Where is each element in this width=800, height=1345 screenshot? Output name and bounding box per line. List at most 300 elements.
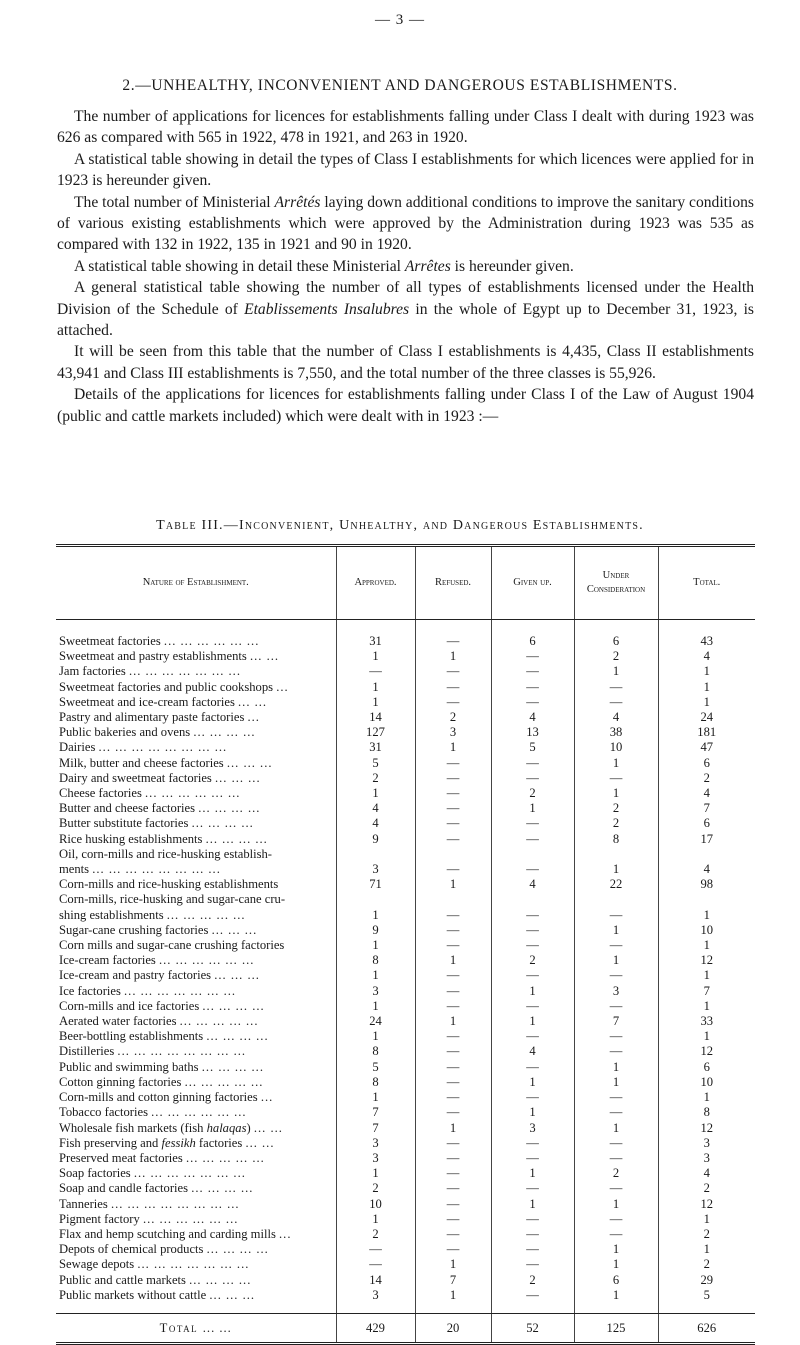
row-refused: — [415, 999, 491, 1014]
row-total: 1 [658, 968, 755, 983]
row-approved: 1 [336, 1029, 415, 1044]
row-approved: 8 [336, 1075, 415, 1090]
row-total: 17 [658, 832, 755, 847]
row-name-text: Sweetmeat and ice-cream factories [59, 694, 235, 709]
row-establishment-name [56, 649, 336, 664]
row-establishment-name [56, 1288, 336, 1314]
row-establishment-name [56, 1227, 336, 1242]
row-given-up: 13 [491, 725, 574, 740]
row-establishment-name [56, 1060, 336, 1075]
paragraph-4-text-b: is hereunder given. [450, 257, 574, 275]
row-given-up: — [491, 1257, 574, 1272]
row-name-text: Corn mills and sugar-cane crushing factories [59, 938, 285, 953]
table-row [56, 771, 755, 786]
row-leader-dots: ... ... ... ... ... ... ... ... [92, 862, 221, 877]
row-leader-dots: ... ... ... ... [189, 1272, 252, 1287]
row-name-italic: halaqas [206, 1120, 247, 1135]
row-total: 1 [658, 664, 755, 679]
table-row [56, 1288, 755, 1314]
row-given-up: 2 [491, 953, 574, 968]
row-leader-dots: ... ... ... ... ... ... [158, 953, 255, 968]
row-under-consideration: — [574, 1136, 658, 1151]
row-refused: — [415, 1242, 491, 1257]
totals-row [56, 1313, 755, 1343]
row-under-consideration: 1 [574, 1242, 658, 1257]
row-establishment-name [56, 923, 336, 938]
row-under-consideration: — [574, 999, 658, 1014]
row-leader-dots: ... ... [245, 1135, 275, 1150]
row-given-up: — [491, 938, 574, 953]
row-refused: — [415, 680, 491, 695]
row-approved: 9 [336, 832, 415, 847]
row-given-up: — [491, 771, 574, 786]
paragraph-7: Details of the applications for licences for establishments falling under Class I of the Law of August 1904 (public and cattle markets included) which were dealt with in 1923 :— [57, 386, 754, 425]
row-total: 6 [658, 816, 755, 831]
row-approved: — [336, 1242, 415, 1257]
row-total: 1 [658, 938, 755, 953]
row-given-up [491, 847, 574, 862]
row-establishment-name [56, 938, 336, 953]
row-name-text: Aerated water factories [59, 1014, 177, 1029]
row-refused: — [415, 984, 491, 999]
row-establishment-name [56, 1166, 336, 1181]
row-establishment-name [56, 1121, 336, 1136]
row-total: 12 [658, 1197, 755, 1212]
row-refused: — [415, 1181, 491, 1196]
row-approved: 71 [336, 877, 415, 892]
row-name-text: Corn-mills and cotton ginning factories [59, 1090, 258, 1105]
row-approved: 3 [336, 862, 415, 877]
row-leader-dots: ... ... ... [226, 755, 273, 770]
row-approved: — [336, 1257, 415, 1272]
table-row [56, 1105, 755, 1120]
row-under-consideration: 1 [574, 1257, 658, 1272]
row-leader-dots: ... [247, 710, 260, 725]
table-row [56, 847, 755, 862]
row-refused: — [415, 862, 491, 877]
row-leader-dots: ... ... ... ... ... ... ... [128, 664, 241, 679]
row-given-up: 1 [491, 1166, 574, 1181]
row-leader-dots: ... ... ... ... [206, 1029, 269, 1044]
row-name-text: Dairy and sweetmeat factories [59, 770, 212, 785]
row-approved: 1 [336, 938, 415, 953]
row-leader-dots: ... ... ... ... [202, 998, 265, 1013]
row-under-consideration: — [574, 1029, 658, 1044]
row-given-up: 4 [491, 710, 574, 725]
table-row [56, 1151, 755, 1166]
row-refused: — [415, 1075, 491, 1090]
table-title-prefix: Table III.— [156, 518, 239, 533]
row-under-consideration: 1 [574, 953, 658, 968]
row-refused: — [415, 1136, 491, 1151]
row-approved: 1 [336, 695, 415, 710]
row-establishment-name [56, 953, 336, 968]
table-row [56, 1136, 755, 1151]
row-total: 6 [658, 756, 755, 771]
paragraph-3-text-a: The total number of Ministerial [74, 193, 275, 211]
row-approved: 1 [336, 786, 415, 801]
row-establishment-name [56, 1014, 336, 1029]
row-approved: 5 [336, 1060, 415, 1075]
row-establishment-name [56, 664, 336, 679]
row-total: 10 [658, 923, 755, 938]
row-name-text: Tobacco factories [59, 1105, 148, 1120]
row-establishment-name [56, 1090, 336, 1105]
row-refused: — [415, 771, 491, 786]
row-total: 1 [658, 680, 755, 695]
row-refused: 1 [415, 1257, 491, 1272]
row-total: 4 [658, 862, 755, 877]
row-under-consideration: 2 [574, 1166, 658, 1181]
row-approved: 2 [336, 1227, 415, 1242]
paragraph-3 [57, 192, 754, 256]
row-refused: 2 [415, 710, 491, 725]
row-name-text: Corn-mills and ice factories [59, 998, 200, 1013]
paragraph-5 [57, 277, 754, 341]
row-under-consideration: 10 [574, 740, 658, 755]
row-leader-dots: ... ... ... [209, 1287, 256, 1302]
table-row [56, 892, 755, 907]
row-leader-dots: ... ... [238, 694, 268, 709]
row-under-consideration: 1 [574, 664, 658, 679]
paragraph-5-text-b: in the whole of Egypt up to December 31, 1923, is attached. [57, 300, 754, 340]
row-under-consideration [574, 892, 658, 907]
row-under-consideration: — [574, 1151, 658, 1166]
row-total: 12 [658, 953, 755, 968]
row-leader-dots: ... ... ... ... ... ... [142, 1211, 239, 1226]
row-refused: — [415, 908, 491, 923]
paragraph-5-text-a: A general statistical table showing the number of all types of establishments licensed under the Health Division of the Schedule of [57, 279, 754, 318]
row-approved: 3 [336, 984, 415, 999]
row-total: 98 [658, 877, 755, 892]
row-leader-dots: ... ... ... ... ... [185, 1150, 265, 1165]
row-approved: 2 [336, 771, 415, 786]
row-establishment-name [56, 877, 336, 892]
row-given-up: — [491, 832, 574, 847]
row-under-consideration: 2 [574, 649, 658, 664]
table-row [56, 649, 755, 664]
row-total: 24 [658, 710, 755, 725]
row-approved [336, 892, 415, 907]
table-row [56, 1166, 755, 1181]
row-name-text: Jam factories [59, 664, 126, 679]
row-name-text: Tanneries [59, 1196, 108, 1211]
row-under-consideration: 1 [574, 1060, 658, 1075]
row-refused: — [415, 968, 491, 983]
row-establishment-name [56, 786, 336, 801]
totals-total: 626 [658, 1313, 755, 1343]
row-under-consideration: — [574, 771, 658, 786]
row-leader-dots: ... ... ... ... ... ... ... ... [117, 1044, 247, 1059]
row-given-up: — [491, 1060, 574, 1075]
row-total: 8 [658, 1105, 755, 1120]
paragraph-4 [57, 256, 754, 277]
row-name-text: Soap factories [59, 1166, 131, 1181]
row-total: 2 [658, 1181, 755, 1196]
row-total: 7 [658, 801, 755, 816]
row-approved: 127 [336, 725, 415, 740]
row-under-consideration: 2 [574, 801, 658, 816]
row-given-up [491, 892, 574, 907]
row-name-text: Sweetmeat factories [59, 634, 161, 648]
row-establishment-name [56, 1273, 336, 1288]
row-leader-dots: ... [276, 679, 289, 694]
row-leader-dots: ... ... ... [214, 770, 261, 785]
row-total: 12 [658, 1121, 755, 1136]
table-row [56, 756, 755, 771]
table-title-rest: Inconvenient, Unhealthy, and Dangerous Establishments. [238, 518, 644, 533]
row-given-up: 5 [491, 740, 574, 755]
row-name-text: Sweetmeat and pastry establishments [59, 649, 247, 664]
row-establishment-name [56, 847, 336, 862]
row-refused: — [415, 1044, 491, 1059]
row-leader-dots: ... ... ... ... ... ... ... ... [110, 1196, 240, 1211]
row-under-consideration: 1 [574, 1197, 658, 1212]
row-total: 5 [658, 1288, 755, 1314]
col-header-total: Total. [658, 546, 755, 620]
row-given-up: — [491, 1029, 574, 1044]
row-establishment-name [56, 740, 336, 755]
table-row [56, 968, 755, 983]
row-name-text: Public markets without cattle [59, 1287, 207, 1302]
row-approved: 8 [336, 1044, 415, 1059]
table-row [56, 1075, 755, 1090]
row-name-text: Dairies [59, 740, 96, 755]
totals-label: Total [159, 1320, 199, 1335]
row-refused: — [415, 1212, 491, 1227]
row-leader-dots: ... ... ... ... [191, 816, 254, 831]
table-row [56, 680, 755, 695]
row-name-text: Pastry and alimentary paste factories [59, 710, 245, 725]
row-under-consideration: 1 [574, 1075, 658, 1090]
row-approved: 1 [336, 1166, 415, 1181]
table-row [56, 1227, 755, 1242]
table-row [56, 695, 755, 710]
row-given-up: — [491, 968, 574, 983]
row-leader-dots: ... [279, 1226, 292, 1241]
table-row [56, 801, 755, 816]
table-row [56, 1197, 755, 1212]
row-total: 1 [658, 1212, 755, 1227]
paragraph-3-text-b: laying down additional conditions to improve the sanitary conditions of various existing establishments which were approved by the Administration during 1923 was 535 as compared with 132 in 1922, 135 in 1921 and 90 in 1920. [57, 193, 754, 254]
row-given-up: — [491, 1136, 574, 1151]
row-establishment-name [56, 999, 336, 1014]
row-refused: 1 [415, 1014, 491, 1029]
row-name-text: Sugar-cane crushing factories [59, 922, 209, 937]
paragraph-4-italic: Arrêtes [404, 257, 451, 275]
row-establishment-name [56, 680, 336, 695]
row-given-up: — [491, 756, 574, 771]
row-name-text: Cheese factories [59, 786, 142, 801]
paragraph-1: The number of applications for licences for establishments falling under Class I dealt with during 1923 was 626 as compared with 565 in 1922, 478 in 1921, and 263 in 1920. [57, 108, 754, 147]
row-name-text: Pigment factory [59, 1211, 140, 1226]
row-given-up: — [491, 1242, 574, 1257]
row-refused: — [415, 1105, 491, 1120]
row-refused [415, 892, 491, 907]
row-refused: 1 [415, 877, 491, 892]
row-under-consideration: — [574, 1090, 658, 1105]
row-given-up: 3 [491, 1121, 574, 1136]
table-row [56, 908, 755, 923]
row-under-consideration: — [574, 695, 658, 710]
row-given-up: 6 [491, 620, 574, 650]
row-establishment-name [56, 620, 336, 650]
body-text [57, 106, 754, 427]
row-name-text: Rice husking establishments [59, 831, 203, 846]
row-total: 1 [658, 1242, 755, 1257]
row-given-up: — [491, 695, 574, 710]
row-establishment-name [56, 695, 336, 710]
row-under-consideration: 1 [574, 756, 658, 771]
row-given-up: 2 [491, 786, 574, 801]
table-row [56, 664, 755, 679]
col-header-refused: Refused. [415, 546, 491, 620]
row-name-text: Corn-mills, rice-husking and sugar-cane cru- [59, 892, 286, 907]
table-row [56, 1181, 755, 1196]
row-under-consideration: — [574, 968, 658, 983]
row-refused: — [415, 1029, 491, 1044]
table-title [0, 518, 800, 534]
row-given-up: — [491, 999, 574, 1014]
row-approved: 14 [336, 710, 415, 725]
row-leader-dots: ... ... ... ... ... [166, 907, 246, 922]
table-row [56, 786, 755, 801]
paragraph-4-text-a: A statistical table showing in detail these Ministerial [74, 257, 405, 275]
row-under-consideration: 3 [574, 984, 658, 999]
col-header-under-consideration: Under Consideration [574, 546, 658, 620]
row-establishment-name [56, 908, 336, 923]
row-under-consideration: 1 [574, 862, 658, 877]
row-under-consideration: 6 [574, 620, 658, 650]
row-refused: — [415, 832, 491, 847]
paragraph-2: A statistical table showing in detail the types of Class I establishments for which licences were applied for in 1923 is hereunder given. [57, 150, 754, 190]
row-establishment-name [56, 892, 336, 907]
row-refused: 1 [415, 1288, 491, 1314]
row-name-text: Public bakeries and ovens [59, 725, 191, 740]
row-approved: 14 [336, 1273, 415, 1288]
row-total: 1 [658, 999, 755, 1014]
row-refused: — [415, 923, 491, 938]
row-given-up: — [491, 908, 574, 923]
row-name-text: Sewage depots [59, 1257, 135, 1272]
row-under-consideration: 1 [574, 923, 658, 938]
row-given-up: — [491, 680, 574, 695]
row-total: 2 [658, 771, 755, 786]
row-under-consideration: 7 [574, 1014, 658, 1029]
row-approved: 7 [336, 1121, 415, 1136]
row-leader-dots: ... ... [253, 1120, 283, 1135]
row-name-after: factories [195, 1135, 243, 1150]
row-refused: 3 [415, 725, 491, 740]
row-name-text: Cotton ginning factories [59, 1074, 182, 1089]
row-name-text: Corn-mills and rice-husking establishments [59, 877, 279, 892]
table-row [56, 740, 755, 755]
row-leader-dots: ... ... ... ... [193, 725, 256, 740]
col-header-approved: Approved. [336, 546, 415, 620]
row-approved: 1 [336, 1090, 415, 1105]
row-approved: 24 [336, 1014, 415, 1029]
table-row [56, 1257, 755, 1272]
row-name-text: Oil, corn-mills and rice-husking establish- [59, 846, 272, 861]
row-establishment-name [56, 710, 336, 725]
row-name-text: Ice-cream and pastry factories [59, 968, 212, 983]
row-refused: — [415, 786, 491, 801]
row-total: 2 [658, 1257, 755, 1272]
totals-given-up: 52 [491, 1313, 574, 1343]
row-given-up: — [491, 1181, 574, 1196]
row-total: 3 [658, 1151, 755, 1166]
row-refused: — [415, 1227, 491, 1242]
row-approved: 2 [336, 1181, 415, 1196]
row-name-after: ) [246, 1120, 251, 1135]
row-refused: — [415, 664, 491, 679]
row-name-text: Butter substitute factories [59, 816, 189, 831]
table-row [56, 938, 755, 953]
row-given-up: 1 [491, 1014, 574, 1029]
paragraph-5-italic: Etablissements Insalubres [244, 300, 410, 318]
row-given-up: 1 [491, 1075, 574, 1090]
row-approved: 8 [336, 953, 415, 968]
row-name-text: Butter and cheese factories [59, 801, 196, 816]
table-row [56, 862, 755, 877]
totals-refused: 20 [415, 1313, 491, 1343]
row-approved: 1 [336, 999, 415, 1014]
row-total: 6 [658, 1060, 755, 1075]
row-refused: — [415, 1090, 491, 1105]
row-given-up: — [491, 862, 574, 877]
paragraph-6: It will be seen from this table that the number of Class I establishments is 4,435, Class II establishments 43,941 and Class III establishments is 7,550, and the total number of the three classes is 55,926. [57, 343, 754, 382]
row-under-consideration: — [574, 1181, 658, 1196]
row-name-text: Sweetmeat factories and public cookshops [59, 679, 274, 694]
row-refused: — [415, 756, 491, 771]
row-given-up: 1 [491, 984, 574, 999]
table-body [56, 620, 755, 1344]
row-total: 29 [658, 1273, 755, 1288]
table-row [56, 1044, 755, 1059]
row-total: 1 [658, 1090, 755, 1105]
table-row [56, 1212, 755, 1227]
row-total: 4 [658, 649, 755, 664]
row-under-consideration: — [574, 1105, 658, 1120]
paragraph-3-italic: Arrêtés [274, 193, 321, 211]
row-approved: 31 [336, 620, 415, 650]
row-total: 7 [658, 984, 755, 999]
row-name-text: Depots of chemical products [59, 1242, 204, 1257]
table-row [56, 923, 755, 938]
row-approved: 3 [336, 1288, 415, 1314]
row-establishment-name [56, 1151, 336, 1166]
row-refused: 1 [415, 953, 491, 968]
row-under-consideration: 1 [574, 1288, 658, 1314]
row-refused: — [415, 938, 491, 953]
row-leader-dots: ... ... ... ... [198, 801, 261, 816]
row-establishment-name [56, 1044, 336, 1059]
row-name-text: Flax and hemp scutching and carding mills [59, 1226, 276, 1241]
row-leader-dots: ... ... ... ... ... [184, 1074, 264, 1089]
row-given-up: 4 [491, 1044, 574, 1059]
row-refused: 1 [415, 740, 491, 755]
row-approved: 7 [336, 1105, 415, 1120]
row-leader-dots: ... ... ... ... ... ... ... [137, 1257, 250, 1272]
totals-leader-dots: ... ... [202, 1320, 232, 1335]
row-leader-dots: ... ... ... [211, 922, 258, 937]
table-row [56, 1242, 755, 1257]
table-header-row [56, 546, 755, 620]
row-under-consideration: 22 [574, 877, 658, 892]
col-header-nature: Nature of Establishment. [56, 546, 336, 620]
table-row [56, 816, 755, 831]
row-under-consideration: — [574, 1044, 658, 1059]
